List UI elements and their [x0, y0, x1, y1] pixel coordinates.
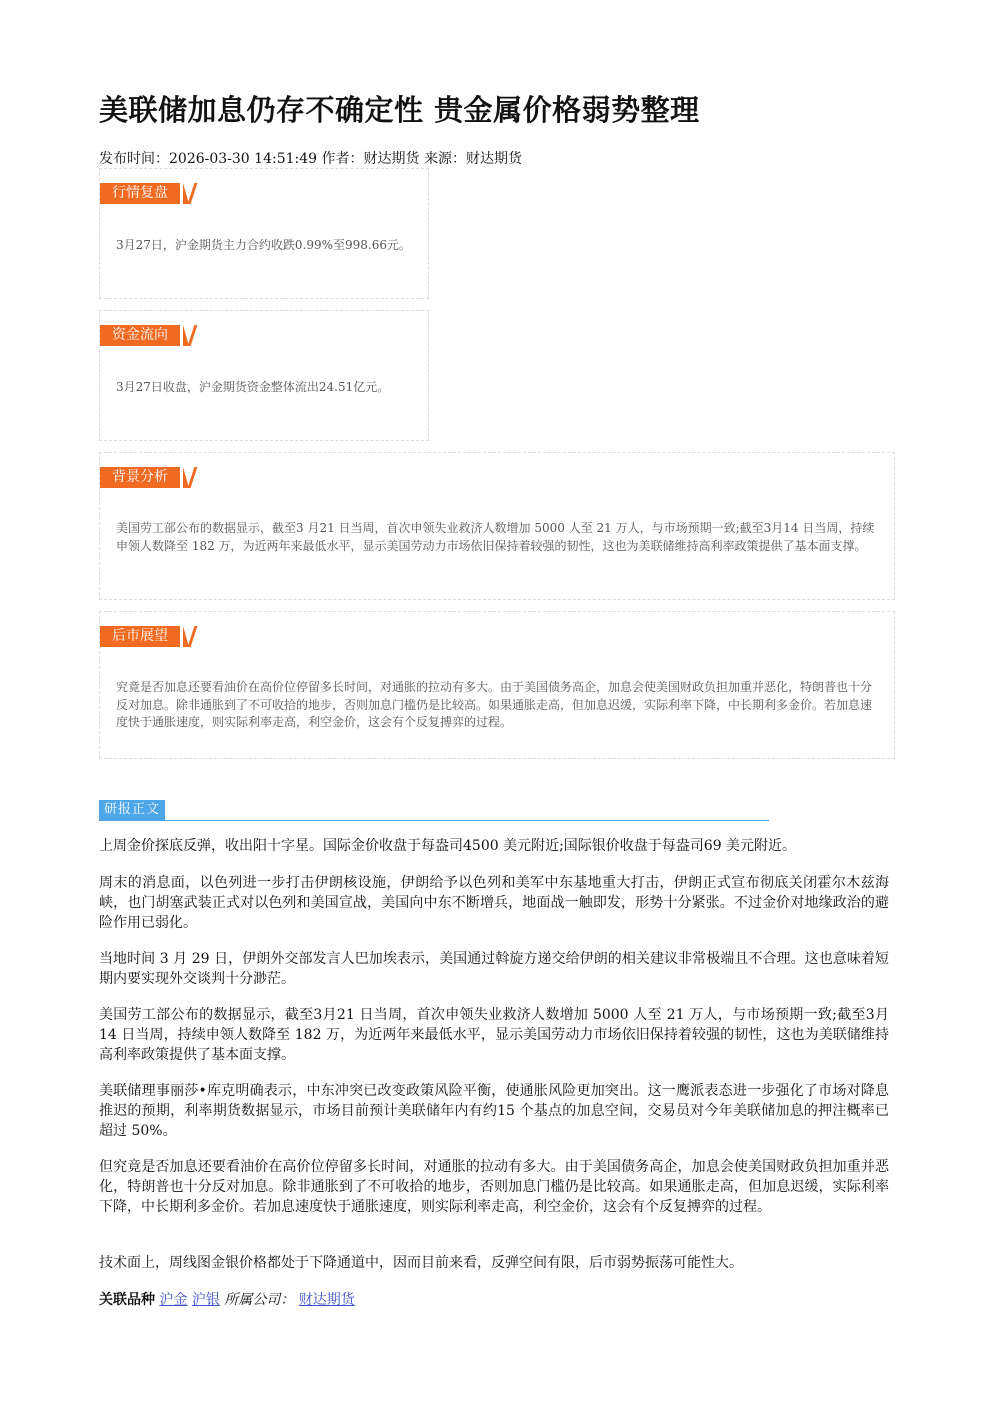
outlook-tag [100, 626, 180, 647]
related-info [99, 1289, 355, 1309]
background-analysis-tag [100, 467, 180, 488]
report-body-label: 研报正文 [99, 800, 165, 820]
outlook-box [99, 611, 895, 759]
report-body-header [99, 800, 769, 821]
outlook-text: 究竟是否加息还要看油价在高价位停留多长时间，对通胀的拉动有多大。由于美国债务高企，加息会使美国财政负担加重并恶化，特朗普也十分反对加息。除非通胀到了不可收拾的地步，否则加息门槛仍是比较高。如果通胀走高，但加息迟缓，实际利率下降，中长期利多金价。若加息速度快于通胀速度，则实际利率走高，利空金价，这会有个反复搏弈的过程。 [116, 680, 873, 729]
body-paragraph-4: 美国劳工部公布的数据显示，截至3月21 日当周，首次申领失业救济人数增加 5000 人至 21 万人，与市场预期一致;截至3月14 日当周，持续申领人数降至 182 万，为近两年来最低水平，显示美国劳动力市场依旧保持着较强的韧性，这也为美联储维持高利率政策提供了基本面支撑。 [99, 1007, 889, 1063]
body-paragraph-3: 当地时间 3 月 29 日，伊朗外交部发言人巴加埃表示，美国通过斡旋方递交给伊朗的相关建议非常极端且不合理。这也意味着短期内要实现外交谈判十分渺茫。 [99, 951, 889, 987]
body-paragraph-7: 技术面上，周线图金银价格都处于下降通道中，因而目前来看，反弹空间有限，后市弱势振荡可能性大。 [99, 1255, 743, 1271]
background-analysis-text: 美国劳工部公布的数据显示，截至3 月21 日当周，首次申领失业救济人数增加 5000 人至 21 万人，与市场预期一致;截至3月14 日当周，持续申领人数降至 182 万，为近两年来最低水平，显示美国劳动力市场依旧保持着较强的韧性，这也为美联储维持高利率政策提供了基本面支撑。 [116, 521, 875, 553]
company-label: 所属公司： [224, 1292, 295, 1308]
body-paragraph-5: 美联储理事丽莎•库克明确表示，中东冲突已改变政策风险平衡，使通胀风险更加突出。这一鹰派表态进一步强化了市场对降息推迟的预期，利率期货数据显示，市场目前预计美联储年内有约15 个基点的加息空间，交易员对今年美联储加息的押注概率已超过 50%。 [99, 1083, 889, 1139]
background-analysis-tag-label: 背景分析 [112, 469, 168, 485]
page-title: 美联储加息仍存不确定性 贵金属价格弱势整理 [99, 93, 700, 127]
related-link-hujin[interactable]: 沪金 [159, 1292, 188, 1308]
market-review-tag-label: 行情复盘 [112, 185, 168, 201]
related-label: 关联品种 [99, 1292, 155, 1308]
report-body-divider [99, 820, 769, 821]
market-review-text: 3月27日，沪金期货主力合约收跌0.99%至998.66元。 [116, 238, 412, 252]
market-review-box [99, 168, 429, 299]
capital-flow-box [99, 310, 429, 441]
body-paragraph-6: 但究竟是否加息还要看油价在高价位停留多长时间，对通胀的拉动有多大。由于美国债务高企，加息会使美国财政负担加重并恶化，特朗普也十分反对加息。除非通胀到了不可收拾的地步，否则加息门槛仍是比较高。如果通胀走高，但加息迟缓，实际利率下降，中长期利多金价。若加息速度快于通胀速度，则实际利率走高，利空金价，这会有个反复搏弈的过程。 [99, 1159, 889, 1215]
outlook-tag-label: 后市展望 [112, 628, 168, 644]
capital-flow-tag-label: 资金流向 [112, 327, 168, 343]
capital-flow-text: 3月27日收盘，沪金期货资金整体流出24.51亿元。 [116, 380, 390, 394]
company-link[interactable]: 财达期货 [298, 1292, 355, 1308]
related-link-huyin[interactable]: 沪银 [191, 1292, 220, 1308]
capital-flow-tag [100, 325, 180, 346]
background-analysis-box [99, 452, 895, 600]
body-paragraph-1: 上周金价探底反弹，收出阳十字星。国际金价收盘于每盎司4500 美元附近;国际银价收盘于每盎司69 美元附近。 [99, 838, 797, 854]
market-review-tag [100, 183, 180, 204]
body-paragraph-2: 周末的消息面，以色列进一步打击伊朗核设施，伊朗给予以色列和美军中东基地重大打击，伊朗正式宣布彻底关闭霍尔木兹海峡，也门胡塞武装正式对以色列和美国宣战，美国向中东不断增兵，地面战一触即发，形势十分紧张。不过金价对地缘政治的避险作用已弱化。 [99, 875, 889, 931]
publish-meta: 发布时间：2026-03-30 14:51:49 作者：财达期货 来源：财达期货 [99, 151, 522, 167]
